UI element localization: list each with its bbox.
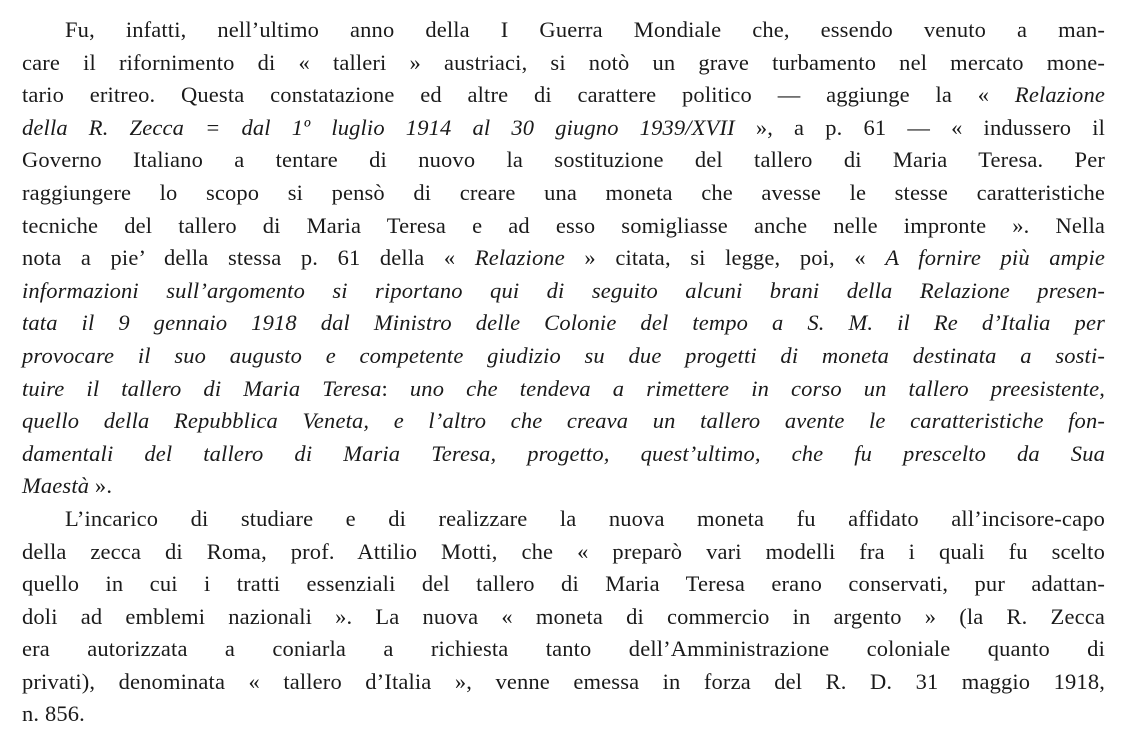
italic-text: damentali del tallero di Maria Teresa, progetto, quest’ultimo, che fu prescelto da Sua — [22, 440, 1105, 466]
italic-text: Relazione — [1014, 82, 1105, 108]
text-segment: tecniche del tallero di Maria Teresa e ad esso somigliasse anche nelle impronte ». Nella — [22, 212, 1105, 238]
paragraph-second — [22, 503, 1105, 731]
text-segment: raggiungere lo scopo si pensò di creare una moneta che avesse le stesse caratteristiche — [22, 179, 1105, 205]
text-line — [22, 112, 1105, 145]
italic-text: informazioni sull’argomento si riportano qui di seguito alcuni brani della Relazione presen- — [22, 277, 1105, 303]
text-segment: » citata, si legge, poi, « — [564, 245, 886, 271]
text-line — [22, 438, 1105, 471]
text-line — [22, 373, 1105, 406]
italic-text: della R. Zecca = dal 1º luglio 1914 al 30 giugno 1939/XVII — [22, 114, 735, 140]
text-segment: nota a pie’ della stessa p. 61 della « — [22, 245, 475, 271]
text-line — [22, 601, 1105, 634]
document-page — [22, 14, 1105, 731]
text-line — [22, 79, 1105, 112]
text-line — [22, 144, 1105, 177]
text-segment: n. 856. — [22, 701, 85, 727]
text-segment: », a p. 61 — « indussero il — [734, 114, 1106, 140]
italic-text: quello della Repubblica Veneta, e l’altro che creava un tallero avente le caratteristiche fon- — [22, 408, 1105, 434]
text-segment: privati), denominata « tallero d’Italia », venne emessa in forza del R. D. 31 maggio 1918, — [22, 668, 1105, 694]
text-segment: quello in cui i tratti essenziali del tallero di Maria Teresa erano conservati, pur adattan- — [22, 571, 1105, 597]
text-segment: care il rifornimento di « talleri » austriaci, si notò un grave turbamento nel mercato mone- — [22, 49, 1105, 75]
text-segment: ». — [89, 473, 113, 499]
text-line — [22, 177, 1105, 210]
italic-text: provocare il suo augusto e competente giudizio su due progetti di moneta destinata a sosti- — [22, 342, 1105, 368]
text-line — [22, 340, 1105, 373]
italic-text: tata il 9 gennaio 1918 dal Ministro delle Colonie del tempo a S. M. il Re d’Italia per — [22, 310, 1105, 336]
paragraph-first — [22, 14, 1105, 503]
text-line — [22, 210, 1105, 243]
italic-text: Relazione — [474, 245, 565, 271]
text-line — [22, 470, 1105, 503]
text-segment: L’incarico di studiare e di realizzare la nuova moneta fu affidato all’incisore-capo — [65, 505, 1105, 531]
text-line — [22, 633, 1105, 666]
text-line — [22, 568, 1105, 601]
text-segment: Fu, infatti, nell’ultimo anno della I Guerra Mondiale che, essendo venuto a man- — [65, 17, 1105, 42]
text-line — [22, 14, 1105, 47]
italic-text: tuire il tallero di Maria Teresa — [22, 375, 382, 401]
text-segment: : — [381, 375, 410, 401]
italic-text: uno che tendeva a rimettere in corso un tallero preesistente, — [409, 375, 1105, 401]
text-segment: Governo Italiano a tentare di nuovo la sostituzione del tallero di Maria Teresa. Per — [22, 147, 1105, 173]
text-line — [22, 47, 1105, 80]
text-line — [22, 405, 1105, 438]
text-line — [22, 698, 1105, 731]
text-line — [22, 275, 1105, 308]
text-segment: tario eritreo. Questa constatazione ed altre di carattere politico — aggiunge la « — [22, 82, 1015, 108]
text-line — [22, 666, 1105, 699]
text-line — [22, 536, 1105, 569]
text-line — [22, 242, 1105, 275]
text-segment: della zecca di Roma, prof. Attilio Motti, che « preparò vari modelli fra i quali fu scelto — [22, 538, 1105, 564]
italic-text: Maestà — [22, 473, 90, 499]
text-segment: doli ad emblemi nazionali ». La nuova « moneta di commercio in argento » (la R. Zecca — [22, 603, 1105, 629]
text-line — [22, 503, 1105, 536]
text-line — [22, 307, 1105, 340]
text-segment: era autorizzata a coniarla a richiesta tanto dell’Amministrazione coloniale quanto di — [22, 636, 1105, 662]
italic-text: A fornire più ampie — [885, 245, 1105, 271]
